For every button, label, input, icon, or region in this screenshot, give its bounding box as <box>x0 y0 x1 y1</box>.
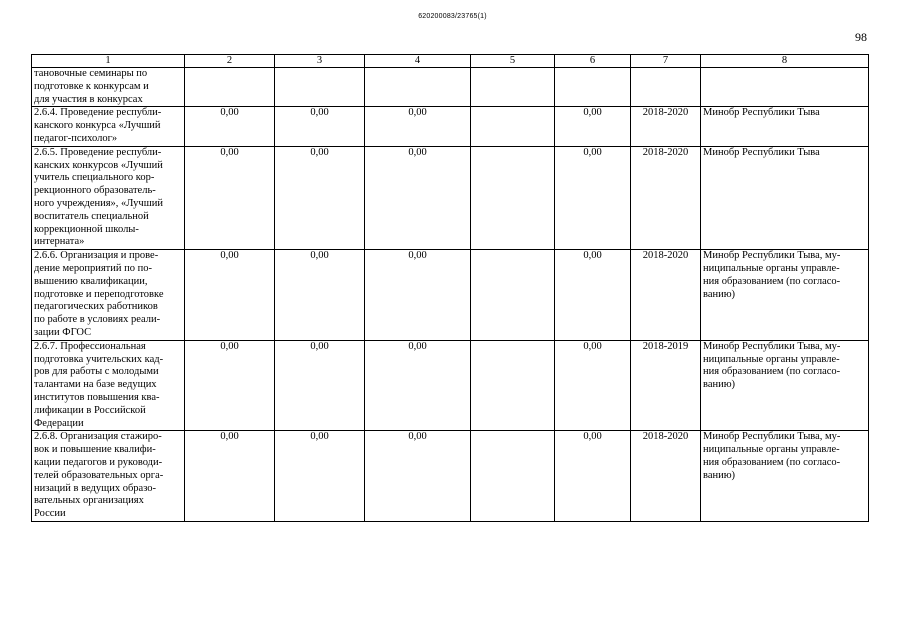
funding-col6-cell: 0,00 <box>555 250 631 341</box>
table-row <box>32 340 869 431</box>
funding-col6-cell: 0,00 <box>555 107 631 146</box>
funding-col6-cell <box>555 68 631 107</box>
table-row <box>32 431 869 522</box>
period-cell: 2018-2019 <box>631 340 701 431</box>
funding-col6-cell: 0,00 <box>555 146 631 249</box>
period-cell: 2018-2020 <box>631 431 701 522</box>
table-row <box>32 68 869 107</box>
funding-col3-cell: 0,00 <box>275 107 365 146</box>
funding-col5-cell <box>471 431 555 522</box>
activity-name-cell: 2.6.8. Организация стажиро- вок и повышение квалифи- кации педагогов и руководи- телей образовательных орга- низаций в ведущих образо- вательных организациях России <box>32 431 185 522</box>
executor-cell: Минобр Республики Тыва <box>701 146 869 249</box>
funding-col4-cell: 0,00 <box>365 431 471 522</box>
period-cell: 2018-2020 <box>631 107 701 146</box>
activity-name-cell: 2.6.5. Проведение республи- канских конкурсов «Лучший учитель специального кор- рекционного образователь- ного учреждения», «Лучший воспитатель специальной коррекционной школы- интерната» <box>32 146 185 249</box>
funding-col4-cell <box>365 68 471 107</box>
executor-cell: Минобр Республики Тыва, му- ниципальные органы управле- ния образованием (по согласо- ванию) <box>701 340 869 431</box>
column-header-7: 7 <box>631 55 701 68</box>
activity-name-cell: тановочные семинары по подготовке к конкурсам и для участия в конкурсах <box>32 68 185 107</box>
table-header-row <box>32 55 869 68</box>
activity-name-cell: 2.6.6. Организация и прове- дение мероприятий по по- вышению квалификации, подготовке и переподготовке педагогических работников по работе в условиях реали- зации ФГОС <box>32 250 185 341</box>
funding-col3-cell: 0,00 <box>275 431 365 522</box>
executor-cell: Минобр Республики Тыва <box>701 107 869 146</box>
funding-col2-cell <box>185 68 275 107</box>
table-row <box>32 146 869 249</box>
column-header-4: 4 <box>365 55 471 68</box>
funding-col4-cell: 0,00 <box>365 107 471 146</box>
page-number: 98 <box>855 30 867 44</box>
funding-col4-cell: 0,00 <box>365 340 471 431</box>
funding-col6-cell: 0,00 <box>555 340 631 431</box>
executor-cell: Минобр Республики Тыва, му- ниципальные органы управле- ния образованием (по согласо- ванию) <box>701 250 869 341</box>
funding-col2-cell: 0,00 <box>185 107 275 146</box>
column-header-3: 3 <box>275 55 365 68</box>
funding-col2-cell: 0,00 <box>185 250 275 341</box>
funding-col5-cell <box>471 107 555 146</box>
activity-name-cell: 2.6.7. Профессиональная подготовка учительских кад- ров для работы с молодыми талантами на базе ведущих институтов повышения ква- лификации в Российской Федерации <box>32 340 185 431</box>
executor-cell: Минобр Республики Тыва, му- ниципальные органы управле- ния образованием (по согласо- ванию) <box>701 431 869 522</box>
activity-name-cell: 2.6.4. Проведение республи- канского конкурса «Лучший педагог-психолог» <box>32 107 185 146</box>
table-row <box>32 250 869 341</box>
funding-col5-cell <box>471 146 555 249</box>
funding-col3-cell: 0,00 <box>275 146 365 249</box>
executor-cell <box>701 68 869 107</box>
funding-col2-cell: 0,00 <box>185 431 275 522</box>
column-header-1: 1 <box>32 55 185 68</box>
funding-col4-cell: 0,00 <box>365 146 471 249</box>
funding-col6-cell: 0,00 <box>555 431 631 522</box>
document-code: 620200083/23765(1) <box>418 13 487 20</box>
funding-col2-cell: 0,00 <box>185 146 275 249</box>
funding-col3-cell <box>275 68 365 107</box>
column-header-2: 2 <box>185 55 275 68</box>
funding-col5-cell <box>471 340 555 431</box>
period-cell: 2018-2020 <box>631 146 701 249</box>
table-row <box>32 107 869 146</box>
period-cell: 2018-2020 <box>631 250 701 341</box>
program-table <box>31 54 869 522</box>
funding-col4-cell: 0,00 <box>365 250 471 341</box>
funding-col2-cell: 0,00 <box>185 340 275 431</box>
column-header-8: 8 <box>701 55 869 68</box>
funding-col3-cell: 0,00 <box>275 340 365 431</box>
column-header-5: 5 <box>471 55 555 68</box>
funding-col5-cell <box>471 68 555 107</box>
period-cell <box>631 68 701 107</box>
funding-col5-cell <box>471 250 555 341</box>
funding-col3-cell: 0,00 <box>275 250 365 341</box>
column-header-6: 6 <box>555 55 631 68</box>
